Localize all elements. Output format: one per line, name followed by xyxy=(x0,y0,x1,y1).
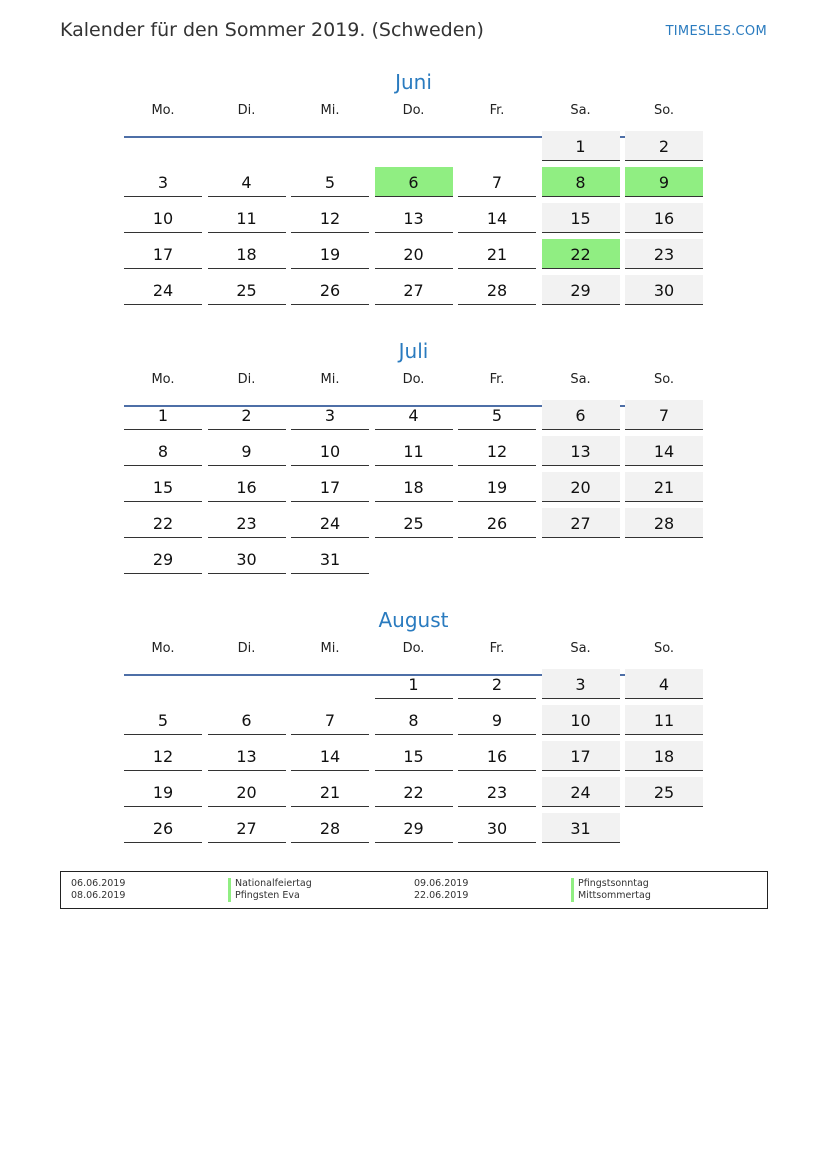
day-cell: 13 xyxy=(375,203,453,233)
day-cell: 16 xyxy=(208,472,286,502)
day-cell: 5 xyxy=(124,705,202,735)
day-cell: 11 xyxy=(208,203,286,233)
weekday-label: Mo. xyxy=(151,103,175,118)
month-title: Juli xyxy=(398,339,429,363)
weekday-label: Mi. xyxy=(320,103,340,118)
day-cell: 4 xyxy=(625,669,703,699)
day-cell: 19 xyxy=(291,239,369,269)
day-cell: 6 xyxy=(208,705,286,735)
day-cell: 3 xyxy=(291,400,369,430)
holiday-day-cell: 22 xyxy=(542,239,620,269)
weekday-label: Sa. xyxy=(570,372,591,387)
weekday-label: Sa. xyxy=(570,641,591,656)
day-cell: 22 xyxy=(375,777,453,807)
day-cell: 5 xyxy=(458,400,536,430)
day-cell: 24 xyxy=(542,777,620,807)
day-cell: 25 xyxy=(375,508,453,538)
day-cell: 18 xyxy=(208,239,286,269)
day-cell: 28 xyxy=(458,275,536,305)
day-cell: 1 xyxy=(542,131,620,161)
day-cell: 23 xyxy=(208,508,286,538)
weekday-label: Di. xyxy=(237,641,256,656)
site-link[interactable]: TIMESLES.COM xyxy=(665,24,767,39)
month-juni xyxy=(124,68,703,300)
day-cell: 10 xyxy=(124,203,202,233)
legend-holiday-name: Nationalfeiertag xyxy=(235,878,312,889)
day-cell: 19 xyxy=(124,777,202,807)
weekday-label: So. xyxy=(653,372,675,387)
day-cell: 13 xyxy=(542,436,620,466)
day-cell: 7 xyxy=(458,167,536,197)
weekday-header xyxy=(124,641,703,661)
day-cell: 29 xyxy=(375,813,453,843)
day-cell: 15 xyxy=(375,741,453,771)
holiday-color-marker xyxy=(228,878,231,890)
weekday-label: So. xyxy=(653,103,675,118)
day-cell: 14 xyxy=(625,436,703,466)
weekday-header xyxy=(124,372,703,392)
day-cell: 18 xyxy=(625,741,703,771)
month-juli xyxy=(124,337,703,569)
day-cell: 7 xyxy=(625,400,703,430)
day-cell: 15 xyxy=(542,203,620,233)
weekday-header xyxy=(124,103,703,123)
weekday-label: Do. xyxy=(402,103,425,118)
day-cell: 30 xyxy=(625,275,703,305)
day-cell: 26 xyxy=(291,275,369,305)
day-cell: 12 xyxy=(124,741,202,771)
day-cell: 3 xyxy=(124,167,202,197)
day-cell: 1 xyxy=(124,400,202,430)
day-cell: 17 xyxy=(291,472,369,502)
legend-date: 06.06.2019 xyxy=(71,878,126,889)
weekday-label: Mi. xyxy=(320,372,340,387)
day-cell: 23 xyxy=(625,239,703,269)
day-cell: 25 xyxy=(625,777,703,807)
day-cell: 30 xyxy=(458,813,536,843)
day-cell: 1 xyxy=(375,669,453,699)
day-cell: 17 xyxy=(542,741,620,771)
day-cell: 7 xyxy=(291,705,369,735)
day-cell: 21 xyxy=(458,239,536,269)
weekday-label: Fr. xyxy=(489,103,505,118)
legend-holiday-name: Pfingstsonntag xyxy=(578,878,649,889)
month-title: Juni xyxy=(395,70,432,94)
day-cell: 28 xyxy=(291,813,369,843)
day-cell: 20 xyxy=(208,777,286,807)
day-cell: 2 xyxy=(625,131,703,161)
day-cell: 8 xyxy=(124,436,202,466)
day-cell: 26 xyxy=(124,813,202,843)
weekday-label: Di. xyxy=(237,103,256,118)
legend-date: 09.06.2019 xyxy=(414,878,469,889)
day-cell: 14 xyxy=(291,741,369,771)
day-cell: 23 xyxy=(458,777,536,807)
day-cell: 26 xyxy=(458,508,536,538)
day-cell: 6 xyxy=(542,400,620,430)
month-august xyxy=(124,606,703,838)
day-cell: 24 xyxy=(291,508,369,538)
day-cell: 28 xyxy=(625,508,703,538)
day-cell: 3 xyxy=(542,669,620,699)
legend-date: 22.06.2019 xyxy=(414,890,469,901)
day-cell: 16 xyxy=(625,203,703,233)
day-cell: 29 xyxy=(542,275,620,305)
day-cell: 31 xyxy=(542,813,620,843)
day-cell: 21 xyxy=(625,472,703,502)
day-cell: 11 xyxy=(375,436,453,466)
weekday-label: Do. xyxy=(402,641,425,656)
weekday-label: Sa. xyxy=(570,103,591,118)
weekday-label: Di. xyxy=(237,372,256,387)
day-cell: 11 xyxy=(625,705,703,735)
day-cell: 25 xyxy=(208,275,286,305)
legend-holiday-name: Mittsommertag xyxy=(578,890,651,901)
day-cell: 5 xyxy=(291,167,369,197)
day-cell: 2 xyxy=(208,400,286,430)
weekday-label: Mo. xyxy=(151,641,175,656)
day-cell: 2 xyxy=(458,669,536,699)
holiday-color-marker xyxy=(228,890,231,902)
day-cell: 8 xyxy=(375,705,453,735)
day-cell: 15 xyxy=(124,472,202,502)
day-cell: 22 xyxy=(124,508,202,538)
day-cell: 14 xyxy=(458,203,536,233)
weekday-label: Do. xyxy=(402,372,425,387)
day-cell: 10 xyxy=(291,436,369,466)
day-cell: 20 xyxy=(542,472,620,502)
day-cell: 10 xyxy=(542,705,620,735)
day-cell: 24 xyxy=(124,275,202,305)
holiday-legend xyxy=(60,871,768,909)
day-cell: 27 xyxy=(542,508,620,538)
day-cell: 17 xyxy=(124,239,202,269)
legend-holiday-name: Pfingsten Eva xyxy=(235,890,300,901)
page-title: Kalender für den Sommer 2019. (Schweden) xyxy=(60,19,484,41)
day-cell: 12 xyxy=(291,203,369,233)
day-cell: 13 xyxy=(208,741,286,771)
day-cell: 27 xyxy=(208,813,286,843)
month-title: August xyxy=(378,608,449,632)
day-cell: 21 xyxy=(291,777,369,807)
day-cell: 27 xyxy=(375,275,453,305)
weekday-label: Mi. xyxy=(320,641,340,656)
day-cell: 18 xyxy=(375,472,453,502)
holiday-color-marker xyxy=(571,878,574,890)
legend-date: 08.06.2019 xyxy=(71,890,126,901)
day-cell: 9 xyxy=(458,705,536,735)
day-cell: 20 xyxy=(375,239,453,269)
day-cell: 31 xyxy=(291,544,369,574)
weekday-label: So. xyxy=(653,641,675,656)
day-cell: 29 xyxy=(124,544,202,574)
holiday-day-cell: 8 xyxy=(542,167,620,197)
day-cell: 4 xyxy=(208,167,286,197)
holiday-color-marker xyxy=(571,890,574,902)
day-cell: 9 xyxy=(208,436,286,466)
weekday-label: Fr. xyxy=(489,641,505,656)
day-cell: 16 xyxy=(458,741,536,771)
holiday-day-cell: 9 xyxy=(625,167,703,197)
day-cell: 19 xyxy=(458,472,536,502)
day-cell: 4 xyxy=(375,400,453,430)
weekday-label: Mo. xyxy=(151,372,175,387)
day-cell: 30 xyxy=(208,544,286,574)
weekday-label: Fr. xyxy=(489,372,505,387)
day-cell: 12 xyxy=(458,436,536,466)
holiday-day-cell: 6 xyxy=(375,167,453,197)
